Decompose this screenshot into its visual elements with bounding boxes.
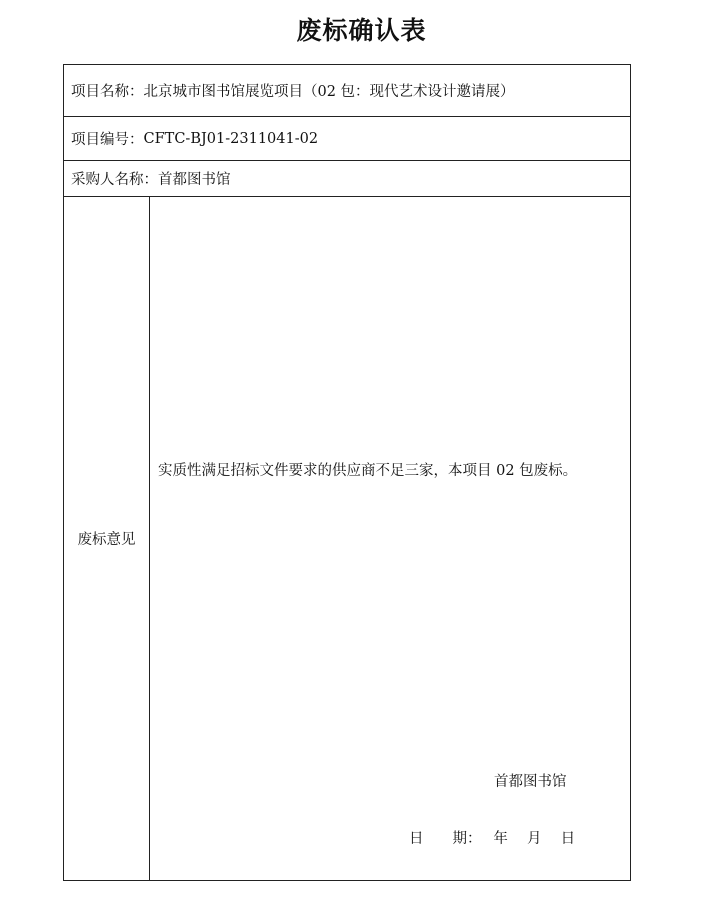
purchaser-row xyxy=(64,161,630,197)
opinion-section xyxy=(64,197,630,880)
opinion-label: 废标意见 xyxy=(64,197,150,880)
project-name-row xyxy=(64,65,630,117)
project-code-value: CFTC-BJ01-2311041-02 xyxy=(143,130,319,147)
purchaser-value: 首都图书馆 xyxy=(158,172,231,188)
project-name-label: 项目名称： xyxy=(71,84,144,100)
project-code-row xyxy=(64,117,630,161)
project-code-label: 项目编号： xyxy=(71,132,144,148)
signer-name: 首都图书馆 xyxy=(494,774,567,790)
date-line: 日 期： 年 月 日 xyxy=(409,831,576,847)
confirmation-form xyxy=(63,64,631,881)
document-title: 废标确认表 xyxy=(296,16,427,45)
opinion-text: 实质性满足招标文件要求的供应商不足三家，本项目 02 包废标。 xyxy=(158,463,578,479)
project-name-value: 北京城市图书馆展览项目（02 包：现代艺术设计邀请展） xyxy=(143,84,515,100)
purchaser-label: 采购人名称： xyxy=(71,172,158,188)
